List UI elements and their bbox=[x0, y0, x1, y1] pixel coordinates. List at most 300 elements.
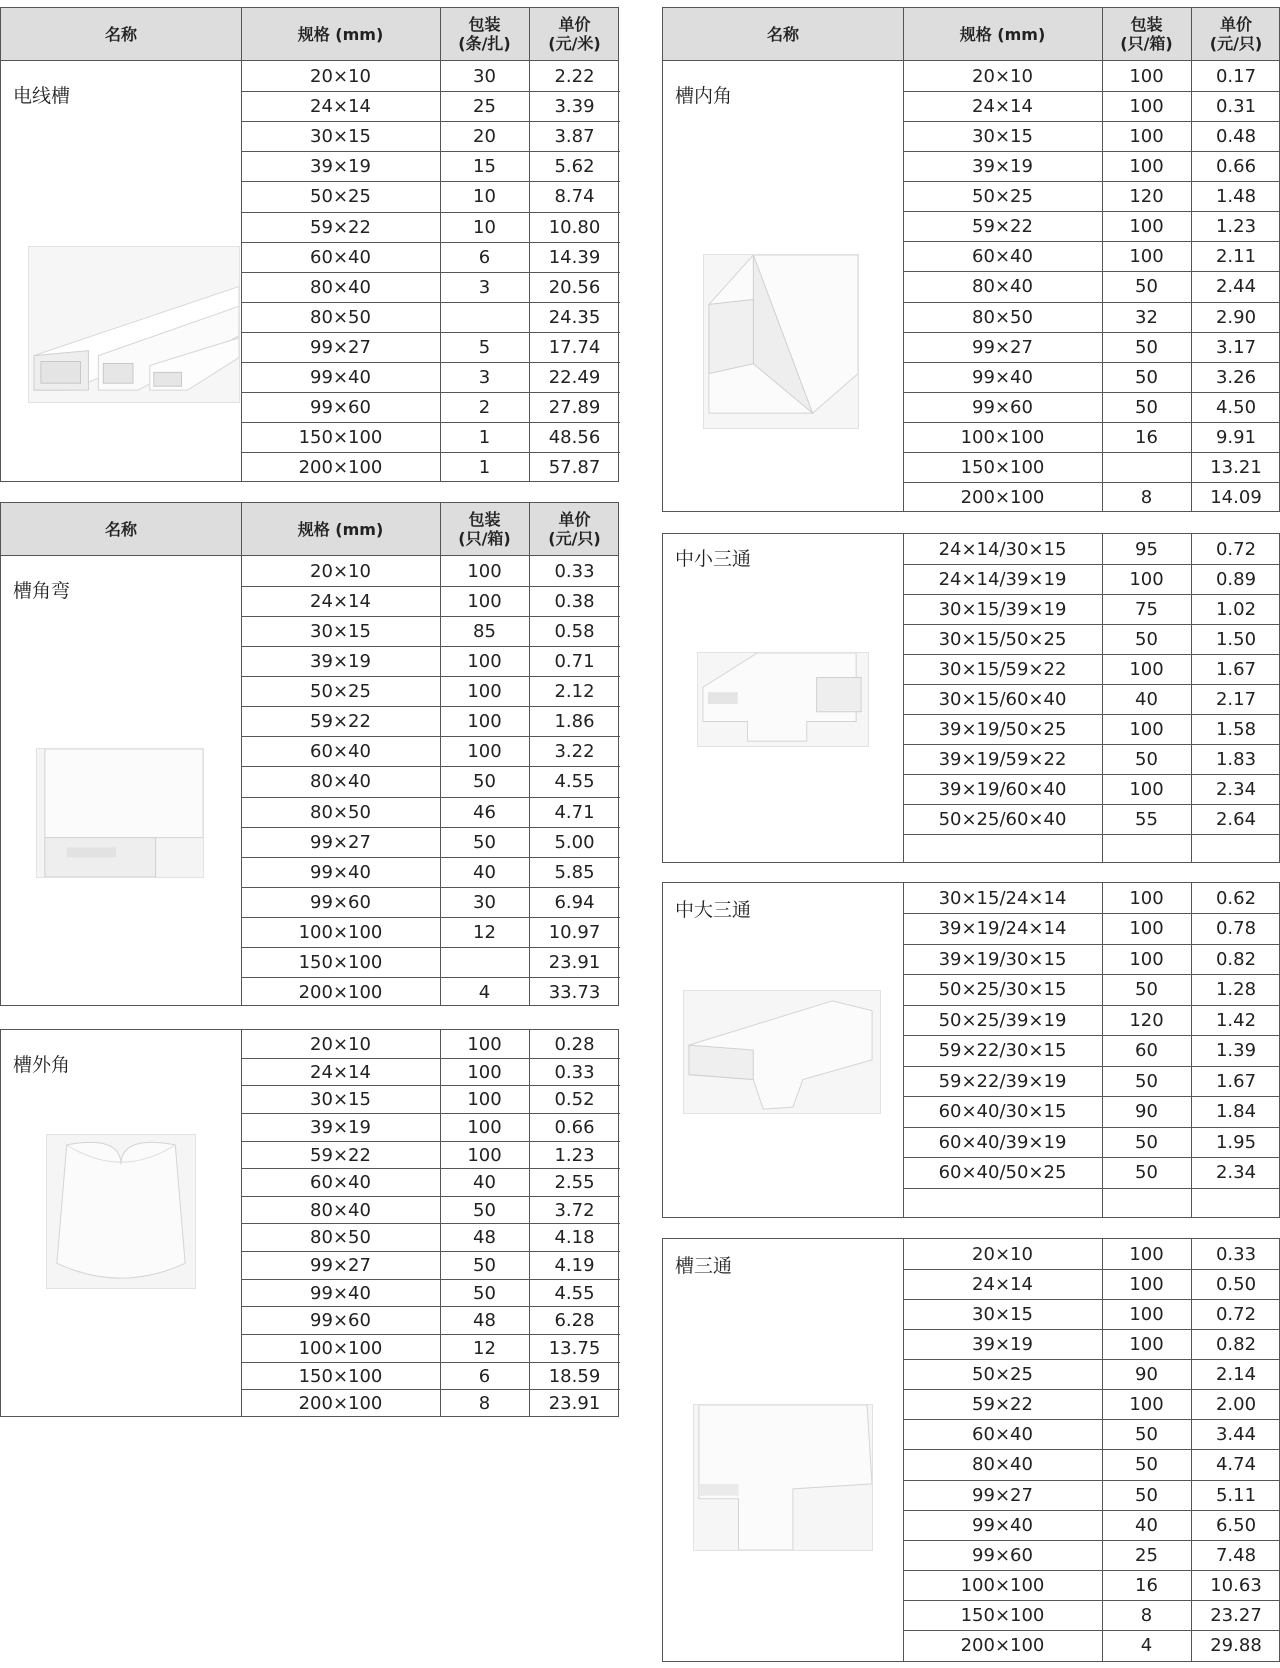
unit-price-cell: 3.72 bbox=[554, 1199, 595, 1221]
product-image bbox=[46, 1134, 196, 1289]
unit-price-cell: 4.71 bbox=[554, 801, 595, 823]
header-spec: 规格 (mm) bbox=[297, 24, 384, 44]
packaging-cell: 48 bbox=[473, 1309, 496, 1331]
spec-cell: 59×22 bbox=[310, 1144, 371, 1166]
large-tee-photo-icon bbox=[684, 991, 880, 1113]
packaging-cell: 50 bbox=[473, 1254, 496, 1276]
spec-cell: 80×40 bbox=[972, 275, 1033, 297]
price-table-external-angle bbox=[0, 1029, 619, 1417]
packaging-cell: 3 bbox=[478, 276, 491, 298]
table-header-row bbox=[1, 503, 618, 556]
unit-price-cell: 13.75 bbox=[548, 1337, 601, 1359]
spec-cell: 50×25 bbox=[972, 1363, 1033, 1385]
spec-cell: 20×10 bbox=[972, 65, 1033, 87]
spec-cell: 150×100 bbox=[298, 951, 383, 973]
spec-cell: 60×40 bbox=[972, 1423, 1033, 1445]
packaging-cell: 50 bbox=[1135, 748, 1158, 770]
unit-price-cell: 17.74 bbox=[548, 336, 601, 358]
packaging-cell: 100 bbox=[467, 590, 502, 612]
packaging-cell: 100 bbox=[1129, 658, 1164, 680]
packaging-cell: 55 bbox=[1135, 808, 1158, 830]
unit-price-cell: 0.78 bbox=[1215, 917, 1257, 939]
spec-cell: 59×22 bbox=[972, 215, 1033, 237]
packaging-cell: 100 bbox=[1129, 245, 1164, 267]
unit-price-cell: 0.50 bbox=[1215, 1273, 1257, 1295]
header-name: 名称 bbox=[766, 24, 799, 44]
unit-price-cell: 23.91 bbox=[548, 951, 601, 973]
spec-cell: 50×25/30×15 bbox=[938, 978, 1067, 1000]
spec-cell: 59×22/30×15 bbox=[938, 1039, 1067, 1061]
spec-cell: 99×60 bbox=[310, 1309, 371, 1331]
spec-cell: 150×100 bbox=[298, 426, 383, 448]
spec-cell: 80×50 bbox=[310, 801, 371, 823]
packaging-cell: 16 bbox=[1135, 426, 1158, 448]
unit-price-cell: 0.33 bbox=[554, 1061, 595, 1083]
small-tee-photo-icon bbox=[698, 653, 868, 746]
spec-cell: 150×100 bbox=[298, 1365, 383, 1387]
unit-price-cell: 0.71 bbox=[554, 650, 595, 672]
product-name: 槽三通 bbox=[675, 1255, 733, 1277]
spec-cell: 24×14 bbox=[310, 1061, 371, 1083]
price-table-large-tee bbox=[662, 882, 1280, 1218]
spec-cell: 80×50 bbox=[972, 306, 1033, 328]
header-name: 名称 bbox=[104, 24, 137, 44]
unit-price-cell: 3.22 bbox=[554, 740, 595, 762]
spec-cell: 99×60 bbox=[310, 891, 371, 913]
unit-price-cell: 3.44 bbox=[1215, 1423, 1257, 1445]
packaging-cell: 100 bbox=[1129, 125, 1164, 147]
unit-price-cell: 10.97 bbox=[548, 921, 601, 943]
header-name: 名称 bbox=[104, 519, 137, 539]
product-image bbox=[36, 748, 204, 878]
spec-cell: 60×40 bbox=[310, 1171, 371, 1193]
packaging-cell bbox=[1102, 452, 1191, 482]
spec-cell: 80×40 bbox=[972, 1453, 1033, 1475]
spec-cell: 24×14 bbox=[310, 95, 371, 117]
price-table-flat-angle bbox=[0, 502, 619, 1006]
spec-cell: 30×15 bbox=[310, 620, 371, 642]
packaging-cell: 50 bbox=[1135, 366, 1158, 388]
spec-cell: 200×100 bbox=[960, 1634, 1045, 1656]
packaging-cell: 100 bbox=[467, 740, 502, 762]
unit-price-cell: 1.84 bbox=[1215, 1100, 1257, 1122]
unit-price-cell: 4.74 bbox=[1215, 1453, 1257, 1475]
unit-price-cell: 2.64 bbox=[1215, 808, 1257, 830]
unit-price-cell: 29.88 bbox=[1210, 1634, 1262, 1656]
packaging-cell: 100 bbox=[467, 650, 502, 672]
spec-cell: 39×19/24×14 bbox=[938, 917, 1067, 939]
unit-price-cell: 2.34 bbox=[1215, 778, 1257, 800]
spec-cell: 39×19 bbox=[310, 1116, 371, 1138]
packaging-cell: 120 bbox=[1129, 185, 1164, 207]
spec-cell: 200×100 bbox=[960, 486, 1045, 508]
product-name: 槽外角 bbox=[13, 1054, 71, 1076]
packaging-cell: 40 bbox=[1135, 1514, 1158, 1536]
spec-cell: 99×27 bbox=[310, 831, 371, 853]
unit-price-cell: 4.50 bbox=[1215, 396, 1257, 418]
spec-cell: 200×100 bbox=[298, 981, 383, 1003]
packaging-cell: 50 bbox=[473, 1282, 496, 1304]
packaging-cell: 20 bbox=[473, 125, 496, 147]
unit-price-cell: 0.31 bbox=[1215, 95, 1257, 117]
unit-price-cell: 1.23 bbox=[1215, 215, 1257, 237]
spec-cell: 50×25/60×40 bbox=[938, 808, 1067, 830]
packaging-cell: 3 bbox=[478, 366, 491, 388]
packaging-cell: 120 bbox=[1129, 1009, 1164, 1031]
packaging-cell: 100 bbox=[467, 1144, 502, 1166]
price-table-internal-angle bbox=[662, 7, 1280, 512]
spec-cell: 99×60 bbox=[310, 396, 371, 418]
packaging-cell: 100 bbox=[1129, 1243, 1164, 1265]
spec-cell: 30×15 bbox=[310, 1088, 371, 1110]
packaging-cell: 50 bbox=[1135, 396, 1158, 418]
spec-cell: 50×25 bbox=[310, 680, 371, 702]
spec-cell: 60×40 bbox=[310, 740, 371, 762]
packaging-cell: 100 bbox=[1129, 718, 1164, 740]
packaging-cell: 100 bbox=[1129, 917, 1164, 939]
header-packaging: 包装 (条/扎) bbox=[458, 15, 511, 53]
unit-price-cell: 0.82 bbox=[1215, 1333, 1257, 1355]
spec-cell: 39×19/60×40 bbox=[938, 778, 1067, 800]
packaging-cell: 50 bbox=[473, 1199, 496, 1221]
packaging-cell: 12 bbox=[473, 921, 496, 943]
spec-cell: 200×100 bbox=[298, 1392, 383, 1414]
packaging-cell: 12 bbox=[473, 1337, 496, 1359]
spec-cell: 30×15 bbox=[972, 125, 1033, 147]
product-name: 槽角弯 bbox=[13, 580, 71, 602]
unit-price-cell: 23.91 bbox=[548, 1392, 601, 1414]
unit-price-cell: 4.55 bbox=[554, 770, 595, 792]
spec-cell: 20×10 bbox=[310, 65, 371, 87]
packaging-cell: 50 bbox=[1135, 1423, 1158, 1445]
unit-price-cell: 0.62 bbox=[1215, 887, 1257, 909]
unit-price-cell: 5.62 bbox=[554, 155, 595, 177]
unit-price-cell: 1.67 bbox=[1215, 658, 1257, 680]
packaging-cell: 50 bbox=[1135, 978, 1158, 1000]
packaging-cell bbox=[1102, 1188, 1191, 1218]
header-unit-price: 单价 (元/米) bbox=[548, 15, 601, 53]
unit-price-cell bbox=[1191, 1188, 1280, 1218]
packaging-cell: 30 bbox=[473, 65, 496, 87]
unit-price-cell: 0.52 bbox=[554, 1088, 595, 1110]
packaging-cell: 6 bbox=[478, 1365, 491, 1387]
unit-price-cell: 23.27 bbox=[1210, 1604, 1262, 1626]
packaging-cell: 50 bbox=[1135, 628, 1158, 650]
spec-cell: 60×40/30×15 bbox=[938, 1100, 1067, 1122]
product-name: 中小三通 bbox=[675, 548, 752, 570]
spec-cell: 39×19 bbox=[972, 1333, 1033, 1355]
unit-price-cell: 1.83 bbox=[1215, 748, 1257, 770]
unit-price-cell: 4.18 bbox=[554, 1226, 595, 1248]
spec-cell: 30×15/59×22 bbox=[938, 658, 1067, 680]
unit-price-cell: 18.59 bbox=[548, 1365, 601, 1387]
spec-cell: 60×40/39×19 bbox=[938, 1131, 1067, 1153]
packaging-cell: 100 bbox=[1129, 887, 1164, 909]
spec-cell: 99×40 bbox=[310, 366, 371, 388]
product-name: 中大三通 bbox=[675, 899, 752, 921]
packaging-cell: 100 bbox=[467, 1116, 502, 1138]
unit-price-cell: 3.26 bbox=[1215, 366, 1257, 388]
unit-price-cell: 27.89 bbox=[548, 396, 601, 418]
spec-cell: 100×100 bbox=[960, 426, 1045, 448]
unit-price-cell: 0.66 bbox=[1215, 155, 1257, 177]
spec-cell: 30×15/39×19 bbox=[938, 598, 1067, 620]
spec-cell: 59×22/39×19 bbox=[938, 1070, 1067, 1092]
unit-price-cell: 2.14 bbox=[1215, 1363, 1257, 1385]
spec-cell: 30×15/24×14 bbox=[938, 887, 1067, 909]
product-image bbox=[28, 246, 240, 403]
header-unit-price: 单价 (元/只) bbox=[1209, 15, 1263, 53]
unit-price-cell: 5.85 bbox=[554, 861, 595, 883]
packaging-cell: 30 bbox=[473, 891, 496, 913]
spec-cell: 99×27 bbox=[310, 1254, 371, 1276]
unit-price-cell: 2.22 bbox=[554, 65, 595, 87]
spec-cell: 60×40 bbox=[310, 246, 371, 268]
packaging-cell: 50 bbox=[473, 831, 496, 853]
unit-price-cell: 3.39 bbox=[554, 95, 595, 117]
external-angle-photo-icon bbox=[47, 1135, 195, 1288]
unit-price-cell: 6.28 bbox=[554, 1309, 595, 1331]
unit-price-cell: 0.48 bbox=[1215, 125, 1257, 147]
spec-cell: 99×27 bbox=[972, 1484, 1033, 1506]
packaging-cell: 100 bbox=[1129, 948, 1164, 970]
unit-price-cell: 24.35 bbox=[548, 306, 601, 328]
flat-angle-photo-icon bbox=[37, 749, 203, 877]
packaging-cell: 100 bbox=[467, 710, 502, 732]
spec-cell: 60×40 bbox=[972, 245, 1033, 267]
unit-price-cell: 0.82 bbox=[1215, 948, 1257, 970]
packaging-cell: 100 bbox=[1129, 65, 1164, 87]
packaging-cell: 100 bbox=[1129, 1303, 1164, 1325]
product-image bbox=[693, 1404, 873, 1551]
spec-cell: 24×14 bbox=[972, 95, 1033, 117]
spec-cell: 99×27 bbox=[972, 336, 1033, 358]
unit-price-cell: 14.09 bbox=[1210, 486, 1262, 508]
spec-cell: 39×19/50×25 bbox=[938, 718, 1067, 740]
unit-price-cell: 2.12 bbox=[554, 680, 595, 702]
spec-cell: 80×40 bbox=[310, 1199, 371, 1221]
spec-cell: 30×15/60×40 bbox=[938, 688, 1067, 710]
unit-price-cell: 0.66 bbox=[554, 1116, 595, 1138]
packaging-cell: 100 bbox=[467, 560, 502, 582]
packaging-cell: 100 bbox=[467, 1088, 502, 1110]
packaging-cell: 40 bbox=[473, 861, 496, 883]
packaging-cell: 32 bbox=[1135, 306, 1158, 328]
packaging-cell: 10 bbox=[473, 216, 496, 238]
unit-price-cell: 1.95 bbox=[1215, 1131, 1257, 1153]
unit-price-cell: 2.00 bbox=[1215, 1393, 1257, 1415]
packaging-cell: 1 bbox=[478, 426, 491, 448]
flat-tee-photo-icon bbox=[694, 1405, 872, 1550]
unit-price-cell: 6.50 bbox=[1215, 1514, 1257, 1536]
table-header-row bbox=[663, 8, 1279, 61]
header-spec: 规格 (mm) bbox=[959, 24, 1046, 44]
spec-cell: 30×15 bbox=[972, 1303, 1033, 1325]
spec-cell: 200×100 bbox=[298, 456, 383, 478]
unit-price-cell: 14.39 bbox=[548, 246, 601, 268]
spec-cell: 59×22 bbox=[310, 710, 371, 732]
unit-price-cell: 0.33 bbox=[554, 560, 595, 582]
product-image bbox=[683, 990, 881, 1114]
spec-cell: 80×50 bbox=[310, 306, 371, 328]
unit-price-cell: 2.11 bbox=[1215, 245, 1257, 267]
packaging-cell bbox=[440, 302, 529, 332]
unit-price-cell: 7.48 bbox=[1215, 1544, 1257, 1566]
spec-cell: 80×40 bbox=[310, 276, 371, 298]
spec-cell: 99×40 bbox=[310, 1282, 371, 1304]
unit-price-cell: 0.72 bbox=[1215, 538, 1257, 560]
unit-price-cell: 8.74 bbox=[554, 185, 595, 207]
unit-price-cell: 4.55 bbox=[554, 1282, 595, 1304]
packaging-cell: 25 bbox=[1135, 1544, 1158, 1566]
packaging-cell: 16 bbox=[1135, 1574, 1158, 1596]
unit-price-cell: 1.48 bbox=[1215, 185, 1257, 207]
unit-price-cell: 0.33 bbox=[1215, 1243, 1257, 1265]
packaging-cell: 100 bbox=[1129, 1273, 1164, 1295]
unit-price-cell: 1.23 bbox=[554, 1144, 595, 1166]
packaging-cell: 50 bbox=[1135, 1453, 1158, 1475]
unit-price-cell: 5.00 bbox=[554, 831, 595, 853]
packaging-cell: 50 bbox=[1135, 1484, 1158, 1506]
unit-price-cell: 10.63 bbox=[1210, 1574, 1262, 1596]
unit-price-cell: 0.38 bbox=[554, 590, 595, 612]
unit-price-cell: 2.34 bbox=[1215, 1161, 1257, 1183]
packaging-cell: 50 bbox=[1135, 1161, 1158, 1183]
packaging-cell: 48 bbox=[473, 1226, 496, 1248]
unit-price-cell: 0.72 bbox=[1215, 1303, 1257, 1325]
unit-price-cell: 13.21 bbox=[1210, 456, 1262, 478]
packaging-cell: 40 bbox=[1135, 688, 1158, 710]
unit-price-cell: 0.89 bbox=[1215, 568, 1257, 590]
unit-price-cell: 2.44 bbox=[1215, 275, 1257, 297]
packaging-cell: 5 bbox=[478, 336, 491, 358]
header-spec: 规格 (mm) bbox=[297, 519, 384, 539]
product-name: 槽内角 bbox=[675, 85, 733, 107]
packaging-cell: 50 bbox=[473, 770, 496, 792]
unit-price-cell: 0.58 bbox=[554, 620, 595, 642]
packaging-cell bbox=[1102, 834, 1191, 864]
packaging-cell: 6 bbox=[478, 246, 491, 268]
spec-cell: 99×60 bbox=[972, 1544, 1033, 1566]
unit-price-cell: 1.28 bbox=[1215, 978, 1257, 1000]
spec-cell: 150×100 bbox=[960, 456, 1045, 478]
packaging-cell: 100 bbox=[467, 680, 502, 702]
product-image bbox=[697, 652, 869, 747]
unit-price-cell: 3.17 bbox=[1215, 336, 1257, 358]
spec-cell: 30×15 bbox=[310, 125, 371, 147]
unit-price-cell: 48.56 bbox=[548, 426, 601, 448]
trunking-photo-icon bbox=[29, 247, 239, 402]
spec-cell: 20×10 bbox=[310, 560, 371, 582]
unit-price-cell: 33.73 bbox=[548, 981, 601, 1003]
header-packaging: 包装 (只/箱) bbox=[458, 510, 511, 548]
unit-price-cell: 4.19 bbox=[554, 1254, 595, 1276]
internal-angle-photo-icon bbox=[704, 255, 858, 428]
packaging-cell: 4 bbox=[478, 981, 491, 1003]
unit-price-cell: 9.91 bbox=[1215, 426, 1257, 448]
spec-cell bbox=[903, 834, 1102, 864]
spec-cell: 39×19 bbox=[972, 155, 1033, 177]
spec-cell: 99×40 bbox=[310, 861, 371, 883]
unit-price-cell: 6.94 bbox=[554, 891, 595, 913]
unit-price-cell: 2.90 bbox=[1215, 306, 1257, 328]
packaging-cell: 46 bbox=[473, 801, 496, 823]
packaging-cell bbox=[440, 947, 529, 977]
unit-price-cell: 1.86 bbox=[554, 710, 595, 732]
unit-price-cell: 2.55 bbox=[554, 1171, 595, 1193]
packaging-cell: 50 bbox=[1135, 1070, 1158, 1092]
spec-cell: 59×22 bbox=[310, 216, 371, 238]
packaging-cell: 10 bbox=[473, 185, 496, 207]
packaging-cell: 100 bbox=[1129, 568, 1164, 590]
packaging-cell: 8 bbox=[1140, 486, 1153, 508]
spec-cell: 100×100 bbox=[960, 1574, 1045, 1596]
packaging-cell: 100 bbox=[1129, 215, 1164, 237]
packaging-cell: 95 bbox=[1135, 538, 1158, 560]
price-table-small-tee bbox=[662, 533, 1280, 863]
packaging-cell: 40 bbox=[473, 1171, 496, 1193]
spec-cell: 30×15/50×25 bbox=[938, 628, 1067, 650]
unit-price-cell: 1.02 bbox=[1215, 598, 1257, 620]
spec-cell: 24×14 bbox=[972, 1273, 1033, 1295]
packaging-cell: 100 bbox=[467, 1061, 502, 1083]
spec-cell: 100×100 bbox=[298, 921, 383, 943]
spec-cell: 39×19/30×15 bbox=[938, 948, 1067, 970]
unit-price-cell: 5.11 bbox=[1215, 1484, 1257, 1506]
packaging-cell: 90 bbox=[1135, 1100, 1158, 1122]
packaging-cell: 75 bbox=[1135, 598, 1158, 620]
spec-cell: 150×100 bbox=[960, 1604, 1045, 1626]
packaging-cell: 4 bbox=[1140, 1634, 1153, 1656]
spec-cell: 24×14 bbox=[310, 590, 371, 612]
unit-price-cell: 1.67 bbox=[1215, 1070, 1257, 1092]
packaging-cell: 100 bbox=[1129, 1333, 1164, 1355]
product-image bbox=[703, 254, 859, 429]
unit-price-cell: 1.39 bbox=[1215, 1039, 1257, 1061]
packaging-cell: 100 bbox=[1129, 95, 1164, 117]
spec-cell: 24×14/30×15 bbox=[938, 538, 1067, 560]
spec-cell: 24×14/39×19 bbox=[938, 568, 1067, 590]
spec-cell: 100×100 bbox=[298, 1337, 383, 1359]
product-name: 电线槽 bbox=[13, 85, 71, 107]
unit-price-cell: 1.50 bbox=[1215, 628, 1257, 650]
packaging-cell: 2 bbox=[478, 396, 491, 418]
unit-price-cell: 0.28 bbox=[554, 1033, 595, 1055]
spec-cell: 99×40 bbox=[972, 1514, 1033, 1536]
spec-cell: 20×10 bbox=[972, 1243, 1033, 1265]
packaging-cell: 8 bbox=[1140, 1604, 1153, 1626]
packaging-cell: 1 bbox=[478, 456, 491, 478]
unit-price-cell: 1.58 bbox=[1215, 718, 1257, 740]
packaging-cell: 50 bbox=[1135, 1131, 1158, 1153]
price-table-trunking bbox=[0, 7, 619, 482]
spec-cell: 39×19 bbox=[310, 155, 371, 177]
spec-cell: 50×25 bbox=[310, 185, 371, 207]
packaging-cell: 100 bbox=[1129, 155, 1164, 177]
unit-price-cell: 10.80 bbox=[548, 216, 601, 238]
packaging-cell: 50 bbox=[1135, 275, 1158, 297]
packaging-cell: 100 bbox=[1129, 1393, 1164, 1415]
spec-cell: 50×25/39×19 bbox=[938, 1009, 1067, 1031]
spec-cell: 39×19/59×22 bbox=[938, 748, 1067, 770]
header-packaging: 包装 (只/箱) bbox=[1120, 15, 1173, 53]
packaging-cell: 25 bbox=[473, 95, 496, 117]
spec-cell: 99×27 bbox=[310, 336, 371, 358]
table-header-row bbox=[1, 8, 618, 61]
packaging-cell: 100 bbox=[1129, 778, 1164, 800]
packaging-cell: 100 bbox=[467, 1033, 502, 1055]
packaging-cell: 50 bbox=[1135, 336, 1158, 358]
